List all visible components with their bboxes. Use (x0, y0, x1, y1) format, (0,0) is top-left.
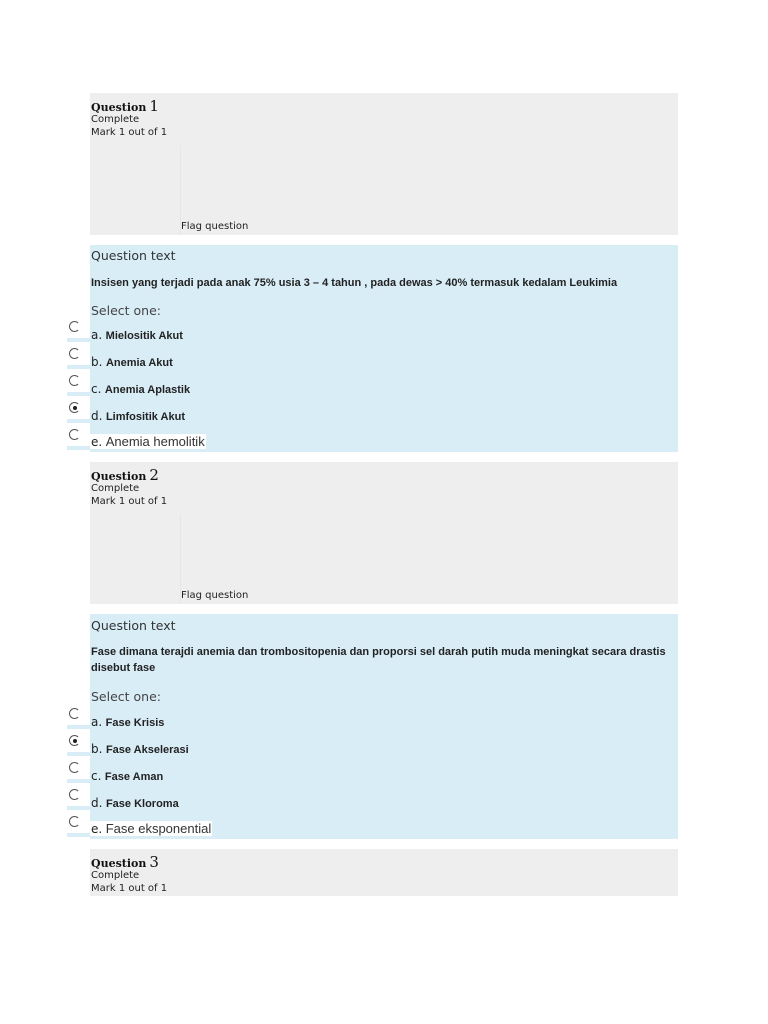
answer-option-a[interactable]: a. Mielositik Akut (91, 328, 183, 342)
radio-a[interactable] (69, 321, 80, 332)
radio-wrap (67, 734, 90, 756)
question-info-1 (90, 93, 678, 235)
question-grade: Mark 1 out of 1 (91, 127, 168, 138)
radio-wrap (67, 788, 90, 810)
answer-option-d[interactable]: d. Fase Kloroma (91, 796, 179, 810)
question-number: Question 3 (91, 853, 159, 871)
select-one-prompt: Select one: (91, 303, 162, 318)
answer-option-b[interactable]: b. Fase Akselerasi (91, 742, 189, 756)
radio-e[interactable] (69, 429, 80, 440)
question-grade: Mark 1 out of 1 (91, 496, 168, 507)
question-text-label: Question text (91, 618, 176, 633)
question-info-2 (90, 462, 678, 604)
answer-option-c[interactable]: c. Fase Aman (91, 769, 164, 783)
radio-wrap (67, 320, 90, 342)
radio-wrap (67, 761, 90, 783)
question-content-1 (90, 245, 678, 452)
question-info-3 (90, 849, 678, 896)
question-state: Complete (91, 870, 140, 881)
question-state: Complete (91, 114, 140, 125)
answer-option-e[interactable]: e. Fase eksponential (91, 821, 212, 836)
radio-b[interactable] (69, 348, 80, 359)
radio-wrap (67, 815, 90, 837)
question-grade: Mark 1 out of 1 (91, 883, 168, 894)
flag-question-link[interactable]: Flag question (181, 221, 249, 232)
answer-option-d[interactable]: d. Limfositik Akut (91, 409, 185, 423)
question-text-label: Question text (91, 248, 176, 263)
radio-wrap (67, 428, 90, 450)
answer-option-e[interactable]: e. Anemia hemolitik (91, 434, 205, 449)
question-number: Question 1 (91, 97, 159, 115)
radio-c[interactable] (69, 762, 80, 773)
answer-option-a[interactable]: a. Fase Krisis (91, 715, 165, 729)
select-one-prompt: Select one: (91, 689, 162, 704)
radio-wrap (67, 347, 90, 369)
radio-a[interactable] (69, 708, 80, 719)
radio-b[interactable] (69, 735, 80, 746)
radio-d[interactable] (69, 789, 80, 800)
question-state: Complete (91, 483, 140, 494)
question-number: Question 2 (91, 466, 159, 484)
radio-wrap (67, 374, 90, 396)
question-text: Fase dimana terajdi anemia dan trombositopenia dan proporsi sel darah putih muda meningkat secara drastis disebut fase (91, 646, 666, 674)
flag-question-link[interactable]: Flag question (181, 590, 249, 601)
question-content-2 (90, 614, 678, 839)
radio-e[interactable] (69, 816, 80, 827)
radio-d[interactable] (69, 402, 80, 413)
radio-wrap (67, 707, 90, 729)
radio-wrap (67, 401, 90, 423)
answer-option-b[interactable]: b. Anemia Akut (91, 355, 173, 369)
question-text: Insisen yang terjadi pada anak 75% usia 3 – 4 tahun , pada dewas > 40% termasuk kedalam Leukimia (91, 277, 618, 289)
radio-c[interactable] (69, 375, 80, 386)
answer-option-c[interactable]: c. Anemia Aplastik (91, 382, 191, 396)
